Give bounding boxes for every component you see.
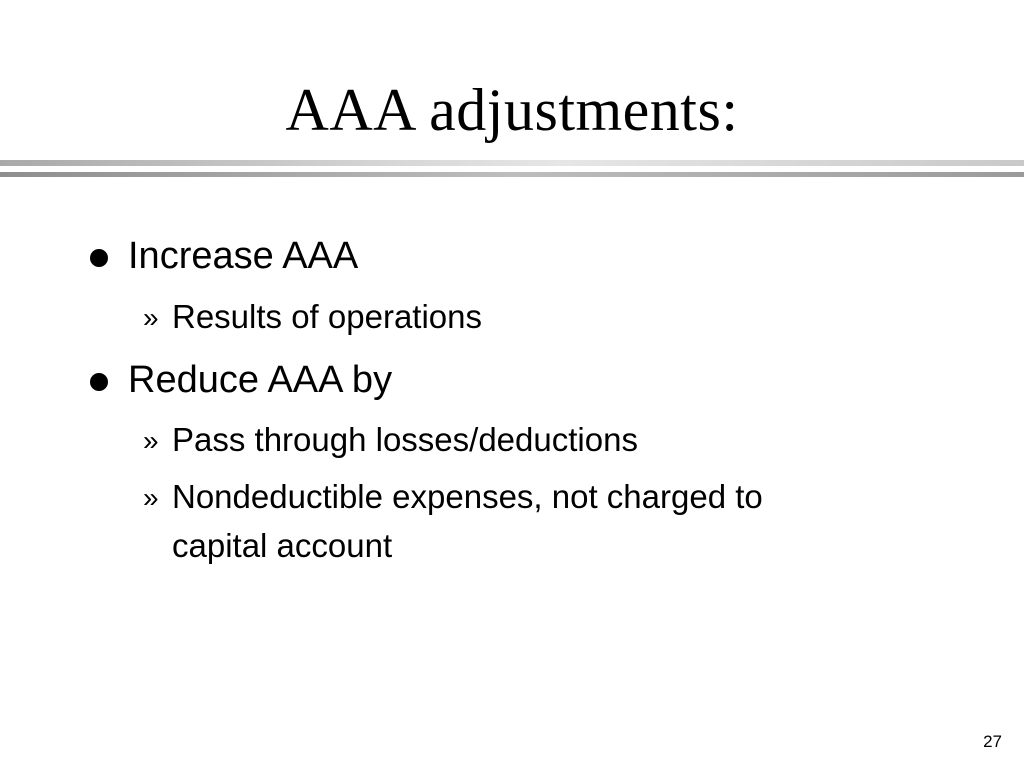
sub-bullet-nondeductible-expenses-line-1: Nondeductible expenses, not charged to [172,478,763,515]
sub-bullet-marker: » [143,302,159,333]
sub-bullet-marker: » [143,482,159,513]
sub-bullet-marker: » [143,425,159,456]
bullet-dot-icon [90,373,108,391]
sub-bullet-pass-through-losses: Pass through losses/deductions [172,421,638,458]
bullet-reduce-aaa-by: Reduce AAA by [128,359,393,401]
sub-bullet-nondeductible-expenses-line-2: capital account [172,527,393,564]
bullet-increase-aaa: Increase AAA [128,235,359,277]
page-number: 27 [983,732,1002,751]
sub-bullet-results-of-operations: Results of operations [172,298,483,335]
bullet-dot-icon [90,249,108,267]
slide-title: AAA adjustments: [285,77,739,143]
